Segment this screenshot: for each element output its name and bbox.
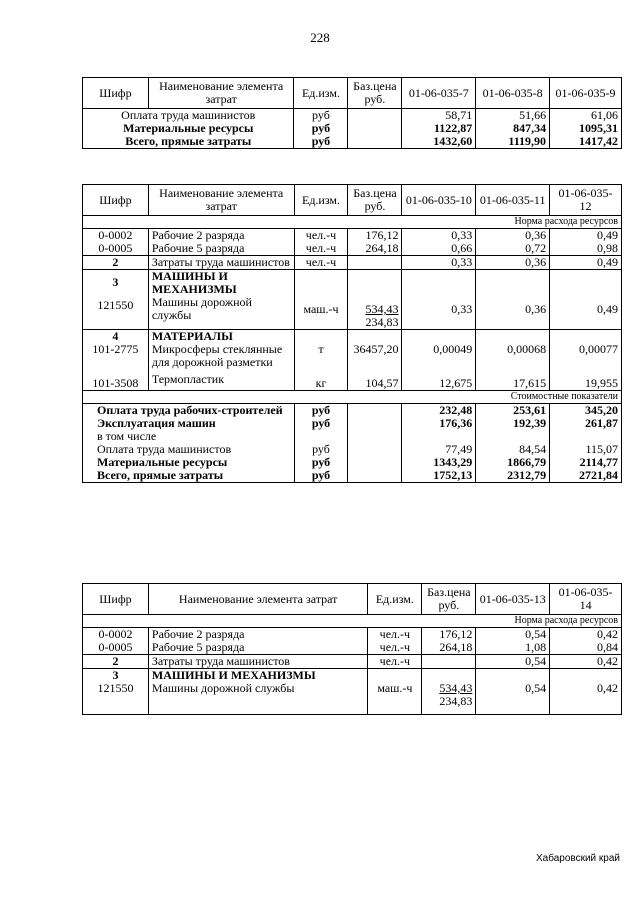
row-value: 261,87 (550, 417, 622, 430)
row-value: 192,39 (476, 417, 550, 430)
row-unit: руб (294, 135, 348, 149)
table-row (83, 229, 622, 243)
row-name: Затраты труда машинистов (148, 655, 367, 669)
section-note (83, 391, 622, 404)
row-price (348, 122, 402, 135)
table-row (83, 628, 622, 642)
row-value: 0,54 (476, 628, 550, 642)
header-cell: Ед.изм. (294, 78, 348, 109)
note-norm: Норма расхода ресурсов (83, 615, 622, 628)
row-unit: руб (294, 469, 348, 483)
row-name-group (148, 270, 294, 330)
header-cell: 01-06-035-10 (402, 185, 476, 216)
row-value: 0,36 (476, 256, 550, 270)
row-name: Затраты труда машинистов (148, 256, 294, 270)
value-cell: 19,955 (585, 376, 618, 390)
section-title: МАТЕРИАЛЫ (151, 329, 233, 343)
value-cell: 0,00049 (433, 342, 473, 356)
row-name: Рабочие 5 разряда (148, 641, 367, 655)
header-cell: 01-06-035-8 (476, 78, 550, 109)
row-price (348, 135, 402, 149)
section-note (83, 216, 622, 229)
row-value: 0,42 (550, 628, 622, 642)
table-row (83, 417, 622, 430)
row-value: 0,49 (550, 270, 622, 330)
row-unit: руб (294, 417, 348, 430)
row-code: 2 (83, 256, 149, 270)
row-code: 0-0002 (83, 628, 149, 642)
row-value: 0,36 (476, 229, 550, 243)
price-primary: 534,43 (439, 681, 473, 695)
row-value: 0,33 (402, 270, 476, 330)
table-row (83, 135, 622, 149)
row-price (348, 469, 402, 483)
table-header (83, 78, 622, 109)
header-cell: 01-06-035-13 (476, 584, 550, 615)
row-price (348, 256, 402, 270)
row-name: Материальные ресурсы (83, 122, 294, 135)
price-value: 104,57 (365, 376, 399, 390)
header-cell: 01-06-035-14 (550, 584, 622, 615)
row-price (422, 655, 476, 669)
region-footer: Хабаровский край (535, 853, 620, 864)
table-row (83, 655, 622, 669)
row-price: 176,12 (348, 229, 402, 243)
cost-table-1 (82, 77, 622, 149)
row-code: 2 (83, 655, 149, 669)
row-code-group (83, 669, 149, 715)
row-name: Всего, прямые затраты (83, 135, 294, 149)
row-name: Оплата труда машинистов (83, 109, 294, 123)
row-value: 0,42 (550, 655, 622, 669)
row-code-group (83, 330, 149, 391)
unit-value: кг (315, 376, 327, 390)
row-value: 115,07 (550, 443, 622, 456)
row-value: 0,49 (550, 256, 622, 270)
section-note (83, 615, 622, 628)
row-value (402, 330, 476, 391)
header-cell: Наименование элемента затрат (148, 584, 367, 615)
row-value: 58,71 (402, 109, 476, 123)
header-cell: 01-06-035-9 (550, 78, 622, 109)
section-code: 4 (112, 329, 119, 343)
row-value: 1122,87 (402, 122, 476, 135)
row-name: Рабочие 5 разряда (148, 242, 294, 256)
row-value: 176,36 (402, 417, 476, 430)
value-cell: 12,675 (439, 376, 473, 390)
price-secondary: 234,83 (439, 694, 473, 708)
header-cell: Шифр (83, 584, 149, 615)
row-code-group (83, 270, 149, 330)
row-unit: руб (294, 404, 348, 418)
row-value: 51,66 (476, 109, 550, 123)
section-code: 3 (112, 275, 119, 289)
row-code: 0-0002 (83, 229, 149, 243)
row-value: 0,36 (476, 270, 550, 330)
row-name: Термопластик (151, 372, 225, 386)
row-price (348, 270, 402, 330)
header-cell: 01-06-035-12 (550, 185, 622, 216)
row-value: 61,06 (550, 109, 622, 123)
row-value: 0,72 (476, 242, 550, 256)
unit-value: т (318, 342, 324, 356)
row-price (348, 330, 402, 391)
row-value: 0,84 (550, 641, 622, 655)
row-value: 1343,29 (402, 456, 476, 469)
table-row (83, 242, 622, 256)
row-value: 84,54 (476, 443, 550, 456)
row-value (476, 330, 550, 391)
row-name: Оплата труда рабочих-строителей (83, 404, 295, 418)
row-code: 101-2775 (92, 342, 139, 356)
section-title: МАШИНЫ И МЕХАНИЗМЫ (151, 668, 316, 682)
table-row (83, 669, 622, 715)
header-cell: Шифр (83, 185, 149, 216)
row-value: 0,49 (550, 229, 622, 243)
header-cell: 01-06-035-7 (402, 78, 476, 109)
row-name: в том числе (83, 430, 295, 443)
header-cell: Ед.изм. (294, 185, 348, 216)
row-name: Машины дорожной службы (151, 295, 252, 322)
row-name: Рабочие 2 разряда (148, 229, 294, 243)
row-value: 253,61 (476, 404, 550, 418)
price-secondary: 234,83 (365, 315, 399, 329)
row-unit: руб (294, 456, 348, 469)
row-price (348, 417, 402, 430)
row-value: 1,08 (476, 641, 550, 655)
row-value: 2114,77 (550, 456, 622, 469)
header-cell: Шифр (83, 78, 149, 109)
header-cell: Ед.изм. (368, 584, 422, 615)
row-value: 0,66 (402, 242, 476, 256)
row-unit: руб (294, 122, 348, 135)
price-value: 36457,20 (353, 342, 399, 356)
row-name-group (148, 330, 294, 391)
row-value: 2721,84 (550, 469, 622, 483)
row-name: Материальные ресурсы (83, 456, 295, 469)
table-row (83, 404, 622, 418)
row-price: 176,12 (422, 628, 476, 642)
row-price (348, 443, 402, 456)
header-cell: Наименование элемента затрат (148, 185, 294, 216)
row-code: 101-3508 (92, 376, 139, 390)
value-cell: 17,615 (513, 376, 547, 390)
row-name: Всего, прямые затраты (83, 469, 295, 483)
page-number: 228 (310, 30, 330, 45)
row-name: Машины дорожной службы (151, 681, 295, 695)
row-unit: руб (294, 443, 348, 456)
row-code: 0-0005 (83, 641, 149, 655)
row-price (348, 456, 402, 469)
row-value: 77,49 (402, 443, 476, 456)
row-unit: чел.-ч (294, 242, 348, 256)
row-unit: чел.-ч (368, 628, 422, 642)
row-price (348, 109, 402, 123)
row-price: 264,18 (348, 242, 402, 256)
row-unit: чел.-ч (368, 641, 422, 655)
table-header (83, 584, 622, 615)
row-unit: чел.-ч (368, 655, 422, 669)
row-value: 1752,13 (402, 469, 476, 483)
table-row (83, 109, 622, 123)
table-row (83, 270, 622, 330)
row-value: 1095,31 (550, 122, 622, 135)
row-value: 2312,79 (476, 469, 550, 483)
row-unit: чел.-ч (294, 256, 348, 270)
row-value: 0,98 (550, 242, 622, 256)
row-value: 1866,79 (476, 456, 550, 469)
section-title: МАШИНЫ И МЕХАНИЗМЫ (151, 269, 237, 296)
table-row (83, 469, 622, 483)
row-name: Эксплуатация машин (83, 417, 295, 430)
value-cell: 0,00068 (507, 342, 547, 356)
row-unit: маш.-ч (294, 270, 348, 330)
row-price (422, 669, 476, 715)
row-code: 121550 (97, 298, 134, 312)
table-header (83, 185, 622, 216)
row-value: 1119,90 (476, 135, 550, 149)
row-value: 345,20 (550, 404, 622, 418)
row-name-group (148, 669, 367, 715)
row-value: 0,33 (402, 229, 476, 243)
row-value: 1432,60 (402, 135, 476, 149)
table-row (83, 330, 622, 391)
row-price (348, 430, 402, 443)
row-value: 0,54 (476, 655, 550, 669)
row-value: 0,33 (402, 256, 476, 270)
table-row (83, 641, 622, 655)
cost-table-3 (82, 583, 622, 715)
row-name: Оплата труда машинистов (83, 443, 295, 456)
row-unit: руб (294, 109, 348, 123)
row-value: 847,34 (476, 122, 550, 135)
row-code: 0-0005 (83, 242, 149, 256)
row-name: Рабочие 2 разряда (148, 628, 367, 642)
note-cost: Стоимостные показатели (83, 391, 622, 404)
row-unit: чел.-ч (294, 229, 348, 243)
header-cell: Баз.цена руб. (348, 185, 402, 216)
header-cell: Наименование элемента затрат (148, 78, 294, 109)
row-price: 264,18 (422, 641, 476, 655)
price-primary: 534,43 (365, 302, 399, 316)
row-value: 0,42 (550, 669, 622, 715)
row-unit: маш.-ч (368, 669, 422, 715)
header-cell: Баз.цена руб. (348, 78, 402, 109)
row-value (550, 330, 622, 391)
row-value: 0,54 (476, 669, 550, 715)
row-value: 232,48 (402, 404, 476, 418)
row-unit (294, 330, 348, 391)
section-code: 3 (112, 668, 119, 682)
header-cell: Баз.цена руб. (422, 584, 476, 615)
row-code: 121550 (97, 681, 134, 695)
header-cell: 01-06-035-11 (476, 185, 550, 216)
cost-table-2 (82, 184, 622, 483)
note-norm: Норма расхода ресурсов (83, 216, 622, 229)
row-value: 1417,42 (550, 135, 622, 149)
row-price (348, 404, 402, 418)
value-cell: 0,00077 (579, 342, 618, 356)
row-name: Микросферы стеклянные для дорожной разметки (151, 342, 283, 369)
table-row (83, 256, 622, 270)
